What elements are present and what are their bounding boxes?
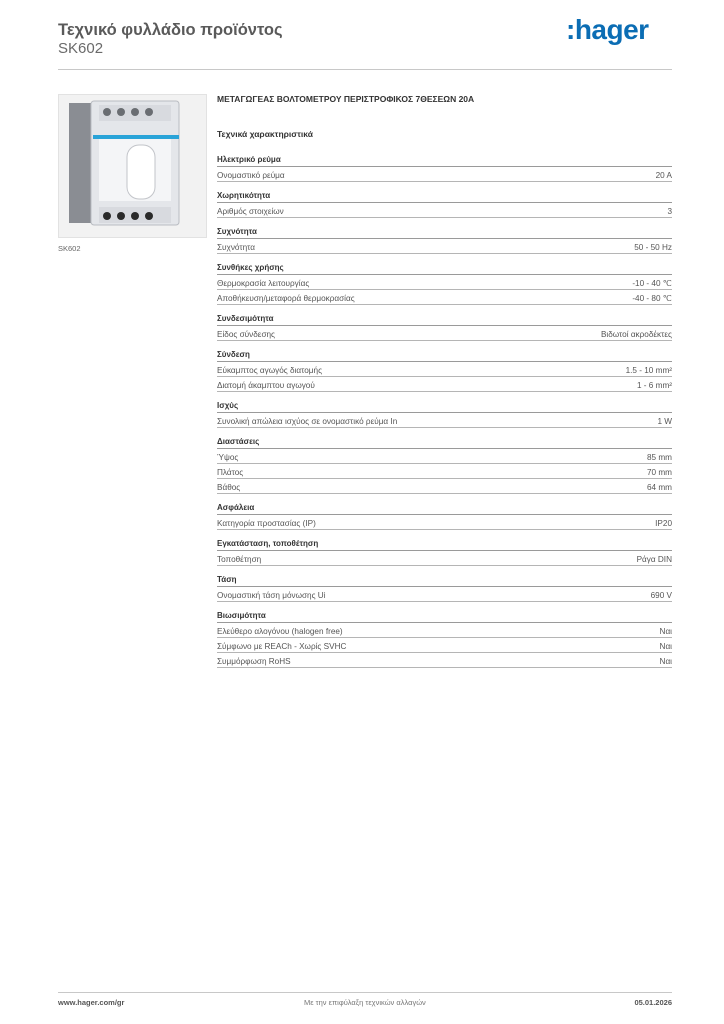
spec-row [217,551,672,566]
spec-group-title: Ισχύς [217,401,672,413]
spec-group [217,155,672,182]
spec-label: Αριθμός στοιχείων [217,207,284,216]
spec-value: 85 mm [646,453,672,462]
spec-value: -40 - 80 ℃ [632,294,672,303]
spec-row [217,653,672,668]
spec-group-title: Ηλεκτρικό ρεύμα [217,155,672,167]
spec-row [217,203,672,218]
spec-value: Ναι [659,642,672,651]
spec-group-title: Συνδεσιμότητα [217,314,672,326]
spec-row [217,638,672,653]
spec-label: Ελεύθερο αλογόνου (halogen free) [217,627,343,636]
spec-row [217,587,672,602]
spec-label: Θερμοκρασία λειτουργίας [217,279,310,288]
spec-row [217,377,672,392]
spec-groups [217,155,672,668]
spec-label: Εύκαμπτος αγωγός διατομής [217,366,323,375]
page-title: Τεχνικό φυλλάδιο προϊόντος [58,21,283,39]
spec-row [217,362,672,377]
spec-label: Τοποθέτηση [217,555,262,564]
spec-row [217,515,672,530]
spec-row [217,290,672,305]
spec-label: Διατομή άκαμπτου αγωγού [217,381,315,390]
spec-value: -10 - 40 ℃ [632,279,672,288]
spec-label: Κατηγορία προστασίας (IP) [217,519,316,528]
product-code: SK602 [58,40,104,57]
spec-group-title: Σύνδεση [217,350,672,362]
spec-group-title: Συχνότητα [217,227,672,239]
spec-row [217,449,672,464]
spec-row [217,167,672,182]
spec-value: 690 V [650,591,672,600]
section-heading: Τεχνικά χαρακτηριστικά [217,129,313,139]
spec-value: 20 A [655,171,672,180]
spec-label: Είδος σύνδεσης [217,330,275,339]
spec-group [217,401,672,428]
spec-value: Ράγα DIN [636,555,672,564]
spec-value: Ναι [659,627,672,636]
spec-row [217,413,672,428]
spec-row [217,275,672,290]
spec-value: 64 mm [646,483,672,492]
brand-logo-text: hager [574,14,649,45]
spec-label: Συχνότητα [217,243,256,252]
image-caption: SK602 [58,244,81,253]
spec-group-title: Χωρητικότητα [217,191,672,203]
footer-website-link[interactable]: www.hager.com/gr [58,998,125,1007]
spec-group [217,227,672,254]
spec-row [217,464,672,479]
spec-content [217,94,672,668]
footer-date: 05.01.2026 [634,998,672,1007]
spec-group [217,314,672,341]
spec-label: Συνολική απώλεια ισχύος σε ονομαστικό ρεύμα In [217,417,398,426]
spec-group [217,350,672,392]
spec-value: 3 [667,207,672,216]
spec-label: Βάθος [217,483,241,492]
spec-group-title: Διαστάσεις [217,437,672,449]
product-image [58,94,207,238]
spec-group [217,191,672,218]
spec-value: Βιδωτοί ακροδέκτες [600,330,672,339]
spec-label: Συμμόρφωση RoHS [217,657,291,666]
spec-row [217,479,672,494]
footer-notice: Με την επιφύλαξη τεχνικών αλλαγών [304,998,426,1007]
spec-row [217,623,672,638]
document-title: ΜΕΤΑΓΩΓΕΑΣ ΒΟΛΤΟΜΕΤΡΟΥ ΠΕΡΙΣΤΡΟΦΙΚΟΣ 7ΘΕΣΕΩΝ 20Α [217,94,475,104]
spec-group [217,503,672,530]
spec-label: Ύψος [217,453,239,462]
footer-divider [58,992,672,993]
brand-logo: :hager [566,14,649,45]
spec-row [217,326,672,341]
spec-group-title: Τάση [217,575,672,587]
spec-value: 1.5 - 10 mm² [625,366,672,375]
spec-group-title: Ασφάλεια [217,503,672,515]
spec-label: Ονομαστικό ρεύμα [217,171,285,180]
header-divider [58,69,672,70]
spec-label: Ονομαστική τάση μόνωσης Ui [217,591,326,600]
spec-group [217,611,672,668]
spec-value: Ναι [659,657,672,666]
spec-group [217,575,672,602]
spec-label: Πλάτος [217,468,244,477]
spec-label: Αποθήκευση/μεταφορά θερμοκρασίας [217,294,355,303]
spec-row [217,239,672,254]
spec-group [217,539,672,566]
spec-value: IP20 [655,519,672,528]
switch-device-illustration [59,95,206,237]
spec-group-title: Εγκατάσταση, τοποθέτηση [217,539,672,551]
spec-value: 70 mm [646,468,672,477]
spec-group [217,263,672,305]
spec-group-title: Βιωσιμότητα [217,611,672,623]
spec-value: 50 - 50 Hz [634,243,672,252]
spec-group-title: Συνθήκες χρήσης [217,263,672,275]
spec-value: 1 W [657,417,672,426]
spec-group [217,437,672,494]
spec-label: Σύμφωνο με REACh - Χωρίς SVHC [217,642,347,651]
spec-value: 1 - 6 mm² [636,381,672,390]
